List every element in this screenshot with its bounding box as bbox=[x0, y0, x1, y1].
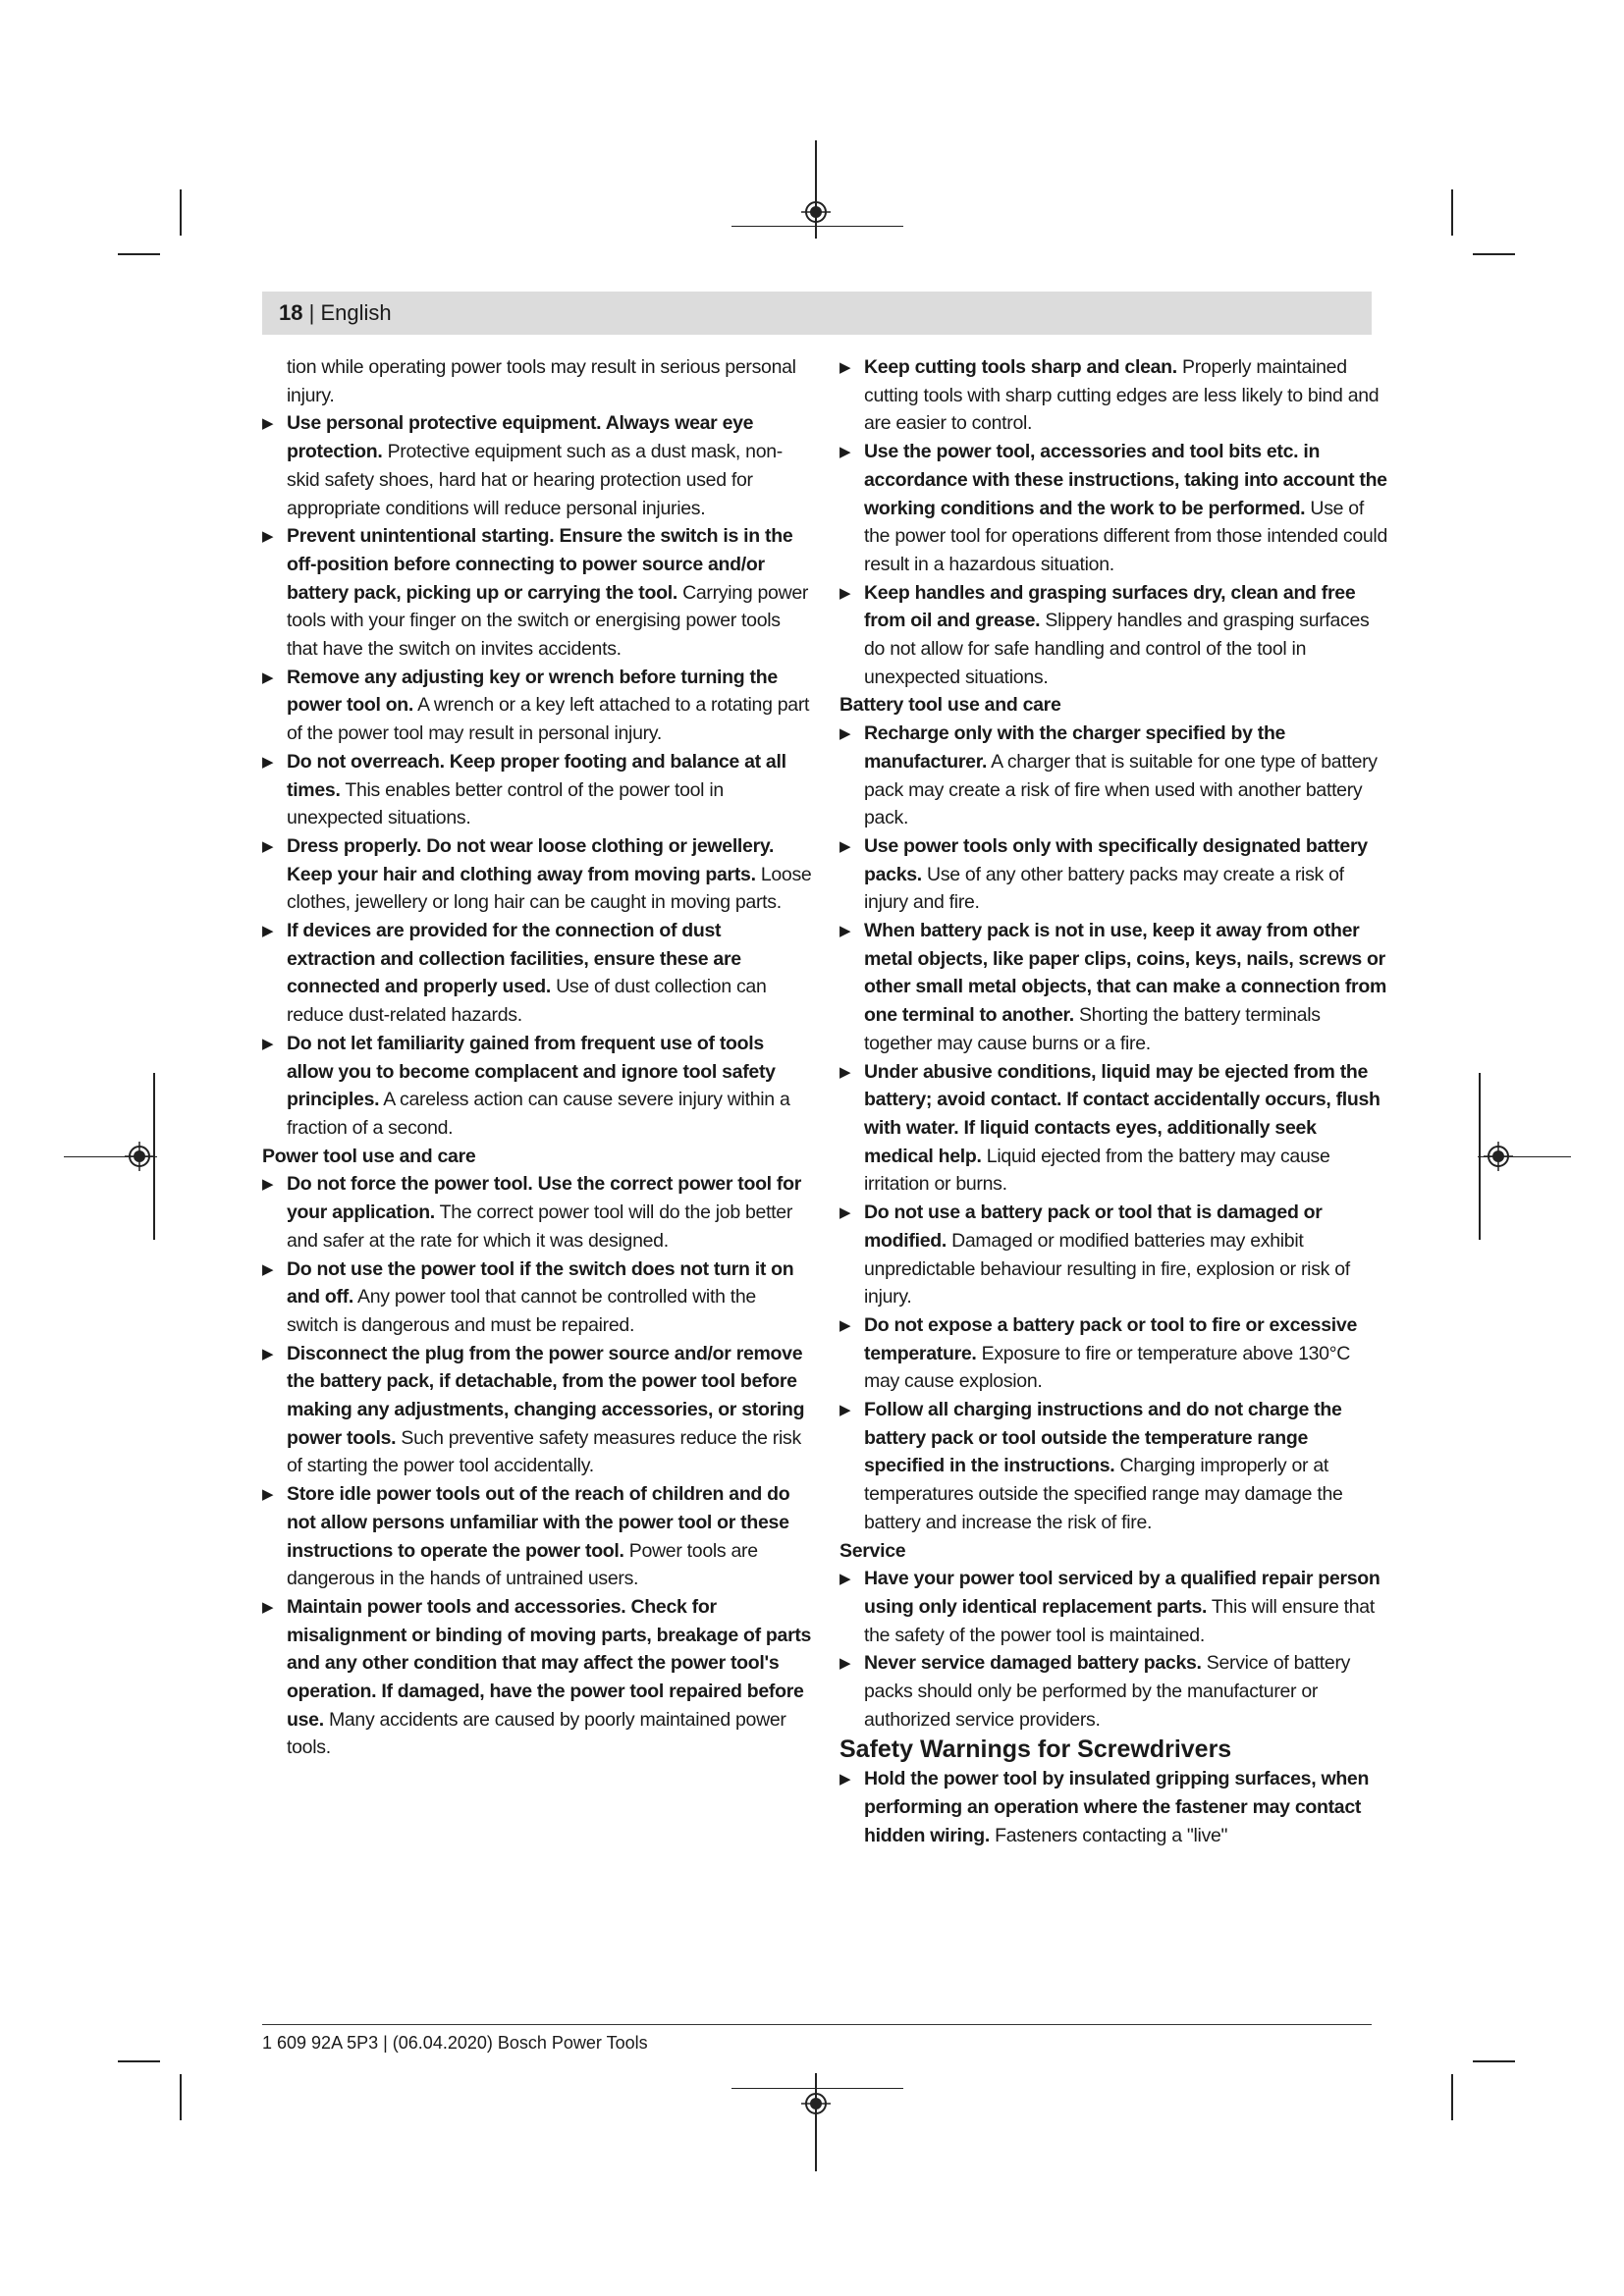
warning-item bbox=[262, 409, 812, 522]
warning-text: Loose clothes, jewellery or long hair can be caught in moving parts. bbox=[287, 863, 812, 914]
warning-item bbox=[262, 748, 812, 832]
warning-text: Use of any other battery packs may create a risk of injury and fire. bbox=[864, 863, 1344, 914]
warning-text: Properly maintained cutting tools with sharp cutting edges are less likely to bind and are easier to control. bbox=[864, 356, 1380, 435]
warning-lead: Do not use a battery pack or tool that is damaged or modified. bbox=[864, 1201, 1323, 1252]
warning-text: A wrench or a key left attached to a rotating part of the power tool may result in personal injury. bbox=[287, 694, 810, 745]
subsection-heading: Battery tool use and care bbox=[839, 694, 1061, 717]
warning-text: Many accidents are caused by poorly maintained power tools. bbox=[287, 1708, 786, 1759]
bullet-arrow-icon: ▶ bbox=[262, 415, 274, 433]
bullet-arrow-icon: ▶ bbox=[839, 1771, 851, 1789]
warning-item bbox=[839, 720, 1389, 832]
bullet-arrow-icon: ▶ bbox=[262, 1486, 274, 1504]
warning-text: Protective equipment such as a dust mask, non-skid safety shoes, hard hat or hearing protection used for appropriate conditions will reduce personal injuries. bbox=[287, 441, 783, 519]
bullet-arrow-icon: ▶ bbox=[839, 1063, 851, 1081]
warning-item bbox=[262, 1480, 812, 1593]
subsection-heading: Service bbox=[839, 1539, 906, 1562]
warning-item bbox=[839, 1396, 1389, 1537]
registration-mark-icon bbox=[125, 1142, 154, 1171]
warning-lead: Do not use the power tool if the switch does not turn it on and off. bbox=[287, 1257, 794, 1308]
continuation-text: tion while operating power tools may result in serious personal injury. bbox=[287, 356, 796, 406]
bullet-arrow-icon: ▶ bbox=[262, 668, 274, 686]
bullet-arrow-icon: ▶ bbox=[262, 1035, 274, 1052]
bullet-arrow-icon: ▶ bbox=[262, 528, 274, 546]
header-language: English bbox=[320, 300, 392, 325]
bullet-arrow-icon: ▶ bbox=[262, 1598, 274, 1616]
warning-item bbox=[839, 917, 1389, 1058]
warning-lead: Prevent unintentional starting. Ensure the switch is in the off-position before connecting to power source and/or battery pack, picking up or carrying the tool. bbox=[287, 525, 793, 604]
warning-lead: If devices are provided for the connection of dust extraction and collection facilities, ensure these are connected and properly used. bbox=[287, 920, 741, 998]
warning-item bbox=[839, 353, 1389, 438]
warning-text: Service of battery packs should only be performed by the manufacturer or authorized service providers. bbox=[864, 1652, 1351, 1731]
bullet-arrow-icon: ▶ bbox=[839, 359, 851, 376]
warning-item bbox=[839, 1649, 1389, 1734]
bullet-arrow-icon: ▶ bbox=[839, 1571, 851, 1588]
header-separator: | bbox=[302, 300, 321, 325]
warning-text: Use of the power tool for operations different from those intended could result in a hazardous situation. bbox=[864, 497, 1387, 575]
bullet-arrow-icon: ▶ bbox=[839, 1316, 851, 1334]
warning-lead: Follow all charging instructions and do not charge the battery pack or tool outside the temperature range specified in the instructions. bbox=[864, 1399, 1342, 1477]
warning-lead: Never service damaged battery packs. bbox=[864, 1652, 1202, 1675]
bullet-arrow-icon: ▶ bbox=[839, 923, 851, 940]
warning-item bbox=[839, 1199, 1389, 1311]
warning-lead: Use power tools only with specifically designated battery packs. bbox=[864, 834, 1368, 885]
warning-lead: Use personal protective equipment. Always wear eye protection. bbox=[287, 412, 754, 463]
warning-item bbox=[262, 1593, 812, 1762]
warning-lead: Hold the power tool by insulated gripping surfaces, when performing an operation where the fastener may contact hidden wiring. bbox=[864, 1768, 1370, 1846]
footer-rule bbox=[262, 2024, 1372, 2025]
warning-lead: Maintain power tools and accessories. Check for misalignment or binding of moving parts, breakage of parts and any other condition that may affect the power tool's operation. If damaged, have the power tool repaired before use. bbox=[287, 1595, 812, 1731]
warning-lead: Have your power tool serviced by a qualified repair person using only identical replacement parts. bbox=[864, 1568, 1380, 1618]
bullet-arrow-icon: ▶ bbox=[262, 1176, 274, 1194]
subsection-heading: Power tool use and care bbox=[262, 1145, 476, 1167]
warning-lead: Disconnect the plug from the power source and/or remove the battery pack, if detachable, from the power tool before making any adjustments, changing accessories, or storing power tools. bbox=[287, 1342, 805, 1449]
crop-mark bbox=[1473, 253, 1515, 255]
warning-text: Liquid ejected from the battery may cause irritation or burns. bbox=[864, 1145, 1330, 1196]
warning-text: The correct power tool will do the job better and safer at the rate for which it was designed. bbox=[287, 1201, 793, 1252]
warning-text: Use of dust collection can reduce dust-related hazards. bbox=[287, 976, 767, 1027]
warning-item bbox=[839, 1565, 1389, 1649]
warning-text: Such preventive safety measures reduce the risk of starting the power tool accidentally. bbox=[287, 1426, 801, 1477]
bullet-arrow-icon: ▶ bbox=[839, 725, 851, 743]
bullet-arrow-icon: ▶ bbox=[839, 1402, 851, 1419]
warning-lead: Remove any adjusting key or wrench before turning the power tool on. bbox=[287, 666, 778, 717]
crop-mark bbox=[1451, 2074, 1453, 2120]
warning-lead: Do not let familiarity gained from frequent use of tools allow you to become complacent and ignore tool safety principles. bbox=[287, 1032, 776, 1111]
warning-item bbox=[262, 1340, 812, 1481]
page-header bbox=[262, 292, 1372, 335]
bullet-arrow-icon: ▶ bbox=[839, 837, 851, 855]
warning-item bbox=[839, 1765, 1389, 1849]
warning-lead: Use the power tool, accessories and tool bits etc. in accordance with these instructions, taking into account the working conditions and the work to be performed. bbox=[864, 441, 1387, 519]
section-heading: Safety Warnings for Screwdrivers bbox=[839, 1735, 1232, 1764]
warning-item bbox=[839, 438, 1389, 579]
warning-lead: Keep cutting tools sharp and clean. bbox=[864, 356, 1177, 378]
warning-item bbox=[262, 832, 812, 917]
bullet-arrow-icon: ▶ bbox=[262, 837, 274, 855]
warning-item bbox=[262, 664, 812, 748]
bullet-arrow-icon: ▶ bbox=[262, 1345, 274, 1362]
warning-text: Power tools are dangerous in the hands of untrained users. bbox=[287, 1539, 758, 1590]
warning-item bbox=[262, 917, 812, 1030]
footer-text: 1 609 92A 5P3 | (06.04.2020) Bosch Power Tools bbox=[262, 2033, 648, 2053]
right-column bbox=[839, 353, 1389, 1850]
bullet-arrow-icon: ▶ bbox=[839, 1655, 851, 1673]
warning-item bbox=[839, 1311, 1389, 1396]
warning-lead: Do not expose a battery pack or tool to fire or excessive temperature. bbox=[864, 1313, 1357, 1364]
warning-lead: Do not force the power tool. Use the correct power tool for your application. bbox=[287, 1173, 802, 1224]
warning-text: Exposure to fire or temperature above 130°C may cause explosion. bbox=[864, 1342, 1351, 1393]
warning-text: Fasteners contacting a "live" bbox=[989, 1824, 1228, 1846]
crop-mark bbox=[1473, 2060, 1515, 2062]
warning-text: Carrying power tools with your finger on the switch or energising power tools that have the switch on invites accidents. bbox=[287, 581, 809, 661]
left-column bbox=[262, 353, 812, 1762]
warning-item bbox=[262, 1030, 812, 1143]
warning-item bbox=[262, 1170, 812, 1255]
bullet-arrow-icon: ▶ bbox=[262, 753, 274, 771]
warning-lead: When battery pack is not in use, keep it away from other metal objects, like paper clips, coins, keys, nails, screws or other small metal objects, that can make a connection from one terminal to another. bbox=[864, 920, 1386, 1027]
registration-mark-icon bbox=[1484, 1142, 1513, 1171]
warning-item bbox=[839, 1058, 1389, 1200]
registration-mark-icon bbox=[801, 197, 831, 227]
bullet-arrow-icon: ▶ bbox=[839, 1204, 851, 1222]
page-number: 18 bbox=[279, 300, 303, 325]
warning-text: Charging improperly or at temperatures outside the specified range may damage the battery and increase the risk of fire. bbox=[864, 1455, 1343, 1533]
warning-lead: Keep handles and grasping surfaces dry, clean and free from oil and grease. bbox=[864, 581, 1356, 632]
bullet-arrow-icon: ▶ bbox=[262, 923, 274, 940]
crop-mark bbox=[180, 2074, 182, 2120]
bullet-arrow-icon: ▶ bbox=[839, 584, 851, 602]
bullet-arrow-icon: ▶ bbox=[262, 1260, 274, 1278]
crop-mark bbox=[1451, 189, 1453, 236]
warning-lead: Dress properly. Do not wear loose clothing or jewellery. Keep your hair and clothing away from moving parts. bbox=[287, 834, 775, 885]
warning-text: This will ensure that the safety of the power tool is maintained. bbox=[864, 1595, 1375, 1646]
warning-item bbox=[839, 579, 1389, 692]
header-text bbox=[279, 300, 392, 326]
warning-text: Shorting the battery terminals together may cause burns or a fire. bbox=[864, 1004, 1321, 1054]
warning-text: A careless action can cause severe injury within a fraction of a second. bbox=[287, 1089, 790, 1139]
warning-text: A charger that is suitable for one type of battery pack may create a risk of fire when used with another battery pack. bbox=[864, 750, 1378, 829]
crop-mark bbox=[118, 253, 160, 255]
bullet-arrow-icon: ▶ bbox=[839, 444, 851, 461]
warning-text: Damaged or modified batteries may exhibit unpredictable behaviour resulting in fire, explosion or risk of injury. bbox=[864, 1229, 1350, 1308]
warning-lead: Do not overreach. Keep proper footing and balance at all times. bbox=[287, 750, 786, 801]
warning-item bbox=[262, 1255, 812, 1340]
warning-lead: Recharge only with the charger specified by the manufacturer. bbox=[864, 722, 1286, 773]
warning-text: This enables better control of the power tool in unexpected situations. bbox=[287, 778, 724, 829]
crop-mark bbox=[118, 2060, 160, 2062]
warning-item bbox=[839, 832, 1389, 917]
warning-text: Any power tool that cannot be controlled with the switch is dangerous and must be repaired. bbox=[287, 1286, 756, 1336]
warning-lead: Under abusive conditions, liquid may be ejected from the battery; avoid contact. If contact accidentally occurs, flush with water. If liquid contacts eyes, additionally seek medical help. bbox=[864, 1060, 1380, 1167]
crop-mark bbox=[180, 189, 182, 236]
registration-mark-icon bbox=[801, 2089, 831, 2118]
warning-lead: Store idle power tools out of the reach of children and do not allow persons unfamiliar with the power tool or these instructions to operate the power tool. bbox=[287, 1483, 790, 1562]
warning-item bbox=[262, 522, 812, 664]
warning-text: Slippery handles and grasping surfaces do not allow for safe handling and control of the tool in unexpected situations. bbox=[864, 610, 1370, 688]
